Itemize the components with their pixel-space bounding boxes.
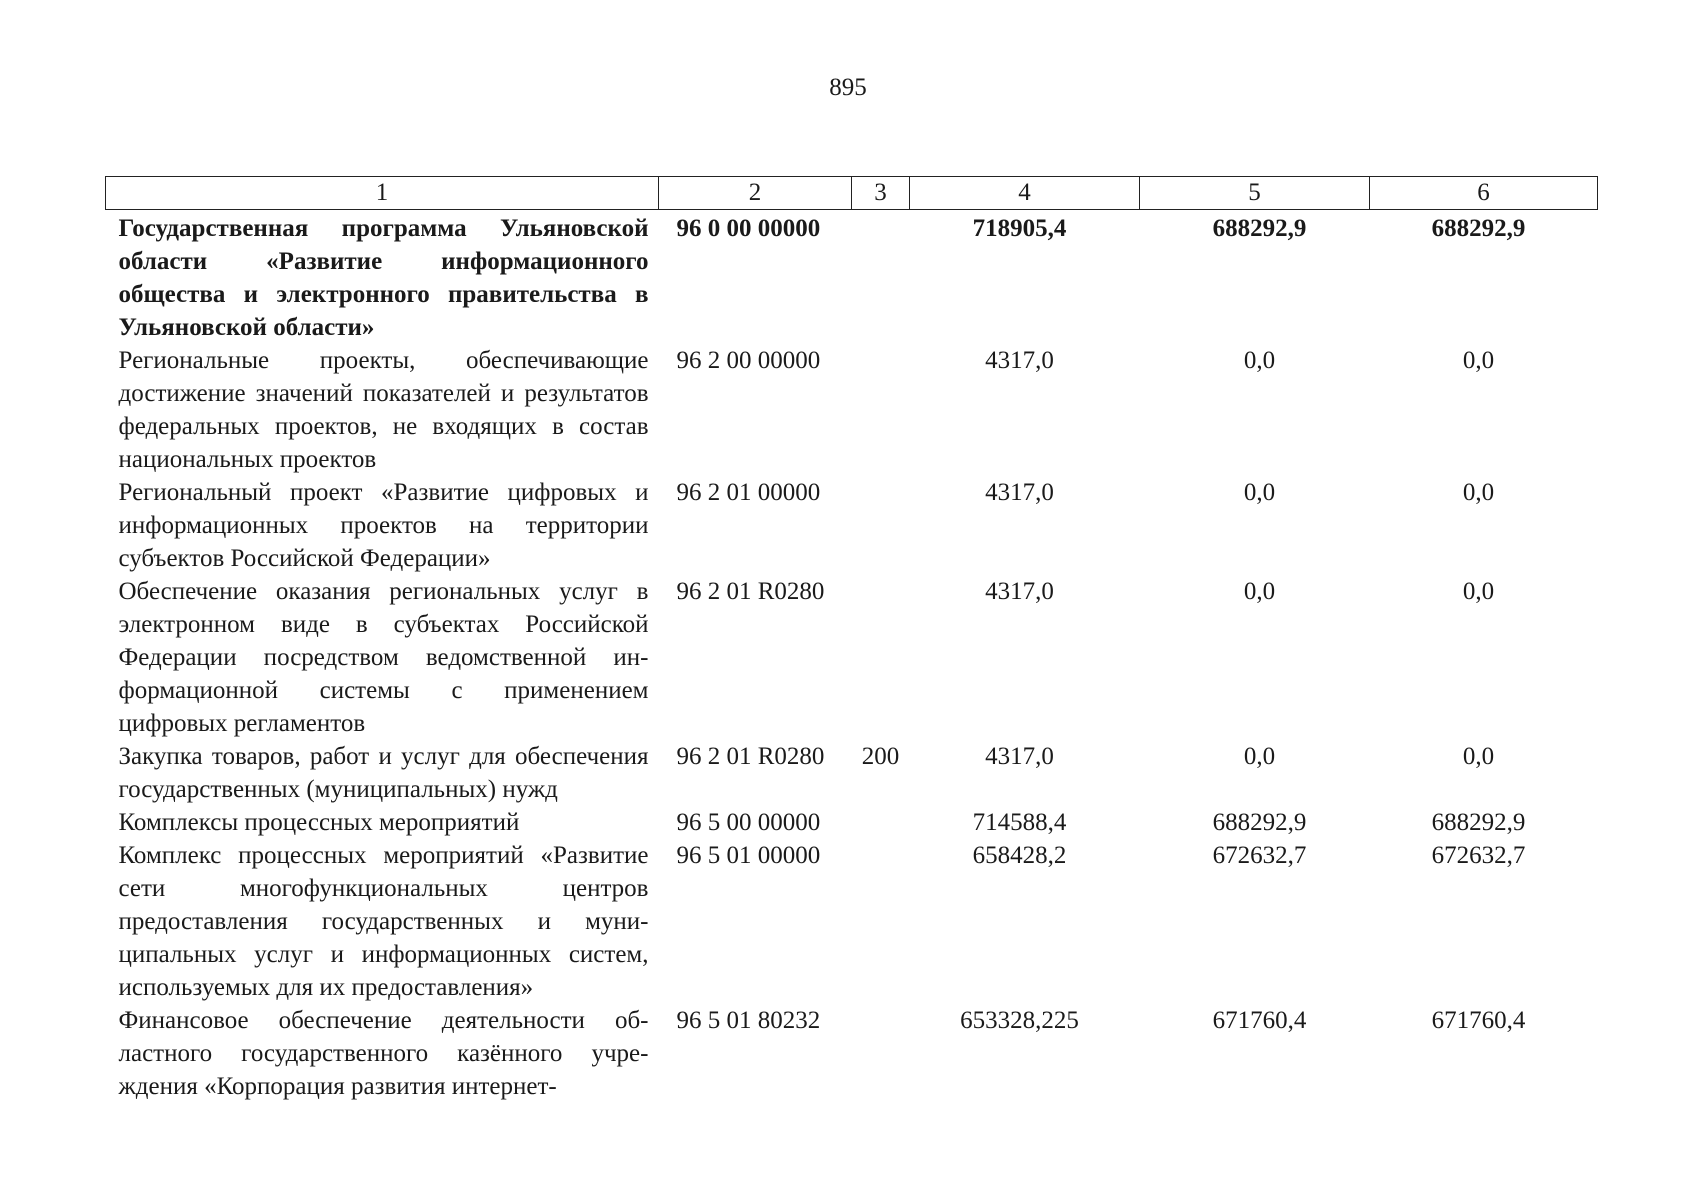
table-row bbox=[106, 476, 1598, 575]
row-value-4: 718905,4 bbox=[972, 215, 1067, 242]
row-type bbox=[852, 575, 910, 740]
column-header-6: 6 bbox=[1370, 177, 1598, 210]
row-value-5: 0,0 bbox=[1243, 347, 1276, 374]
row-name: Комплекс процессных мероприятий «Развитие сети многофункциональных центров предоставления государственных и муниципальных услуг и информационных систем, используемых для их предоставления» bbox=[118, 842, 649, 1001]
row-name: Обеспечение оказания региональных услуг в электронном виде в субъектах Российской Федерации посредством ведомственной информационной системы с применением цифровых регламентов bbox=[118, 578, 649, 737]
row-code: 96 5 01 00000 bbox=[676, 842, 821, 869]
row-type bbox=[852, 476, 910, 575]
row-name: Региональные проекты, обеспечивающие достижение значений показателей и результатов федеральных проектов, не входящих в состав национальных проектов bbox=[118, 347, 649, 473]
row-value-6: 0,0 bbox=[1462, 578, 1495, 605]
row-code: 96 2 01 R0280 bbox=[676, 578, 825, 605]
table-body bbox=[106, 210, 1598, 1104]
row-value-5: 0,0 bbox=[1243, 578, 1276, 605]
row-name: Комплексы процессных мероприятий bbox=[118, 809, 520, 836]
row-value-5: 688292,9 bbox=[1212, 215, 1307, 242]
row-code: 96 5 01 80232 bbox=[676, 1007, 821, 1034]
row-value-6: 0,0 bbox=[1462, 743, 1495, 770]
row-type bbox=[852, 806, 910, 839]
row-code: 96 2 00 00000 bbox=[676, 347, 821, 374]
table-row bbox=[106, 806, 1598, 839]
row-value-4: 653328,225 bbox=[960, 1007, 1079, 1034]
row-type bbox=[852, 839, 910, 1004]
table-row bbox=[106, 1004, 1598, 1103]
table-row bbox=[106, 210, 1598, 345]
header-row bbox=[106, 177, 1598, 210]
row-name: Региональный проект «Развитие цифровых и информационных проектов на территории субъектов Российской Федерации» bbox=[118, 479, 649, 572]
row-value-4: 714588,4 bbox=[972, 809, 1067, 836]
row-value-6: 671760,4 bbox=[1431, 1007, 1526, 1034]
row-code: 96 2 01 R0280 bbox=[676, 743, 825, 770]
column-header-4: 4 bbox=[910, 177, 1140, 210]
table-row bbox=[106, 740, 1598, 806]
table-row bbox=[106, 839, 1598, 1004]
row-value-4: 4317,0 bbox=[985, 578, 1054, 605]
row-value-6: 0,0 bbox=[1462, 479, 1495, 506]
row-type bbox=[852, 1004, 910, 1103]
row-value-6: 0,0 bbox=[1462, 347, 1495, 374]
row-code: 96 2 01 00000 bbox=[676, 479, 821, 506]
table-row bbox=[106, 575, 1598, 740]
table-header bbox=[106, 177, 1598, 210]
column-header-2: 2 bbox=[659, 177, 852, 210]
page-number: 895 bbox=[829, 74, 867, 101]
row-name: Закупка товаров, работ и услуг для обеспечения государственных (муниципальных) нужд bbox=[118, 743, 649, 803]
row-value-4: 658428,2 bbox=[972, 842, 1067, 869]
table-row bbox=[106, 344, 1598, 476]
row-value-5: 0,0 bbox=[1243, 479, 1276, 506]
row-value-5: 0,0 bbox=[1243, 743, 1276, 770]
row-code: 96 5 00 00000 bbox=[676, 809, 821, 836]
row-value-6: 688292,9 bbox=[1431, 809, 1526, 836]
row-type bbox=[852, 344, 910, 476]
row-name: Финансовое обеспечение деятельности областного государственного казённого учреждения «Корпорация развития интернет- bbox=[118, 1007, 649, 1100]
budget-table bbox=[105, 176, 1598, 1103]
row-value-6: 672632,7 bbox=[1431, 842, 1526, 869]
row-value-4: 4317,0 bbox=[985, 479, 1054, 506]
row-value-6: 688292,9 bbox=[1431, 215, 1526, 242]
column-header-1: 1 bbox=[106, 177, 659, 210]
row-type bbox=[852, 210, 910, 345]
row-value-5: 688292,9 bbox=[1212, 809, 1307, 836]
row-name: Государственная программа Ульяновской области «Развитие информационного общества и электронного правительства в Ульяновской области» bbox=[118, 215, 649, 341]
row-value-5: 672632,7 bbox=[1212, 842, 1307, 869]
row-code: 96 0 00 00000 bbox=[676, 215, 821, 242]
column-header-3: 3 bbox=[852, 177, 910, 210]
column-header-5: 5 bbox=[1140, 177, 1370, 210]
row-type: 200 bbox=[861, 743, 900, 770]
row-value-4: 4317,0 bbox=[985, 743, 1054, 770]
row-value-5: 671760,4 bbox=[1212, 1007, 1307, 1034]
row-value-4: 4317,0 bbox=[985, 347, 1054, 374]
